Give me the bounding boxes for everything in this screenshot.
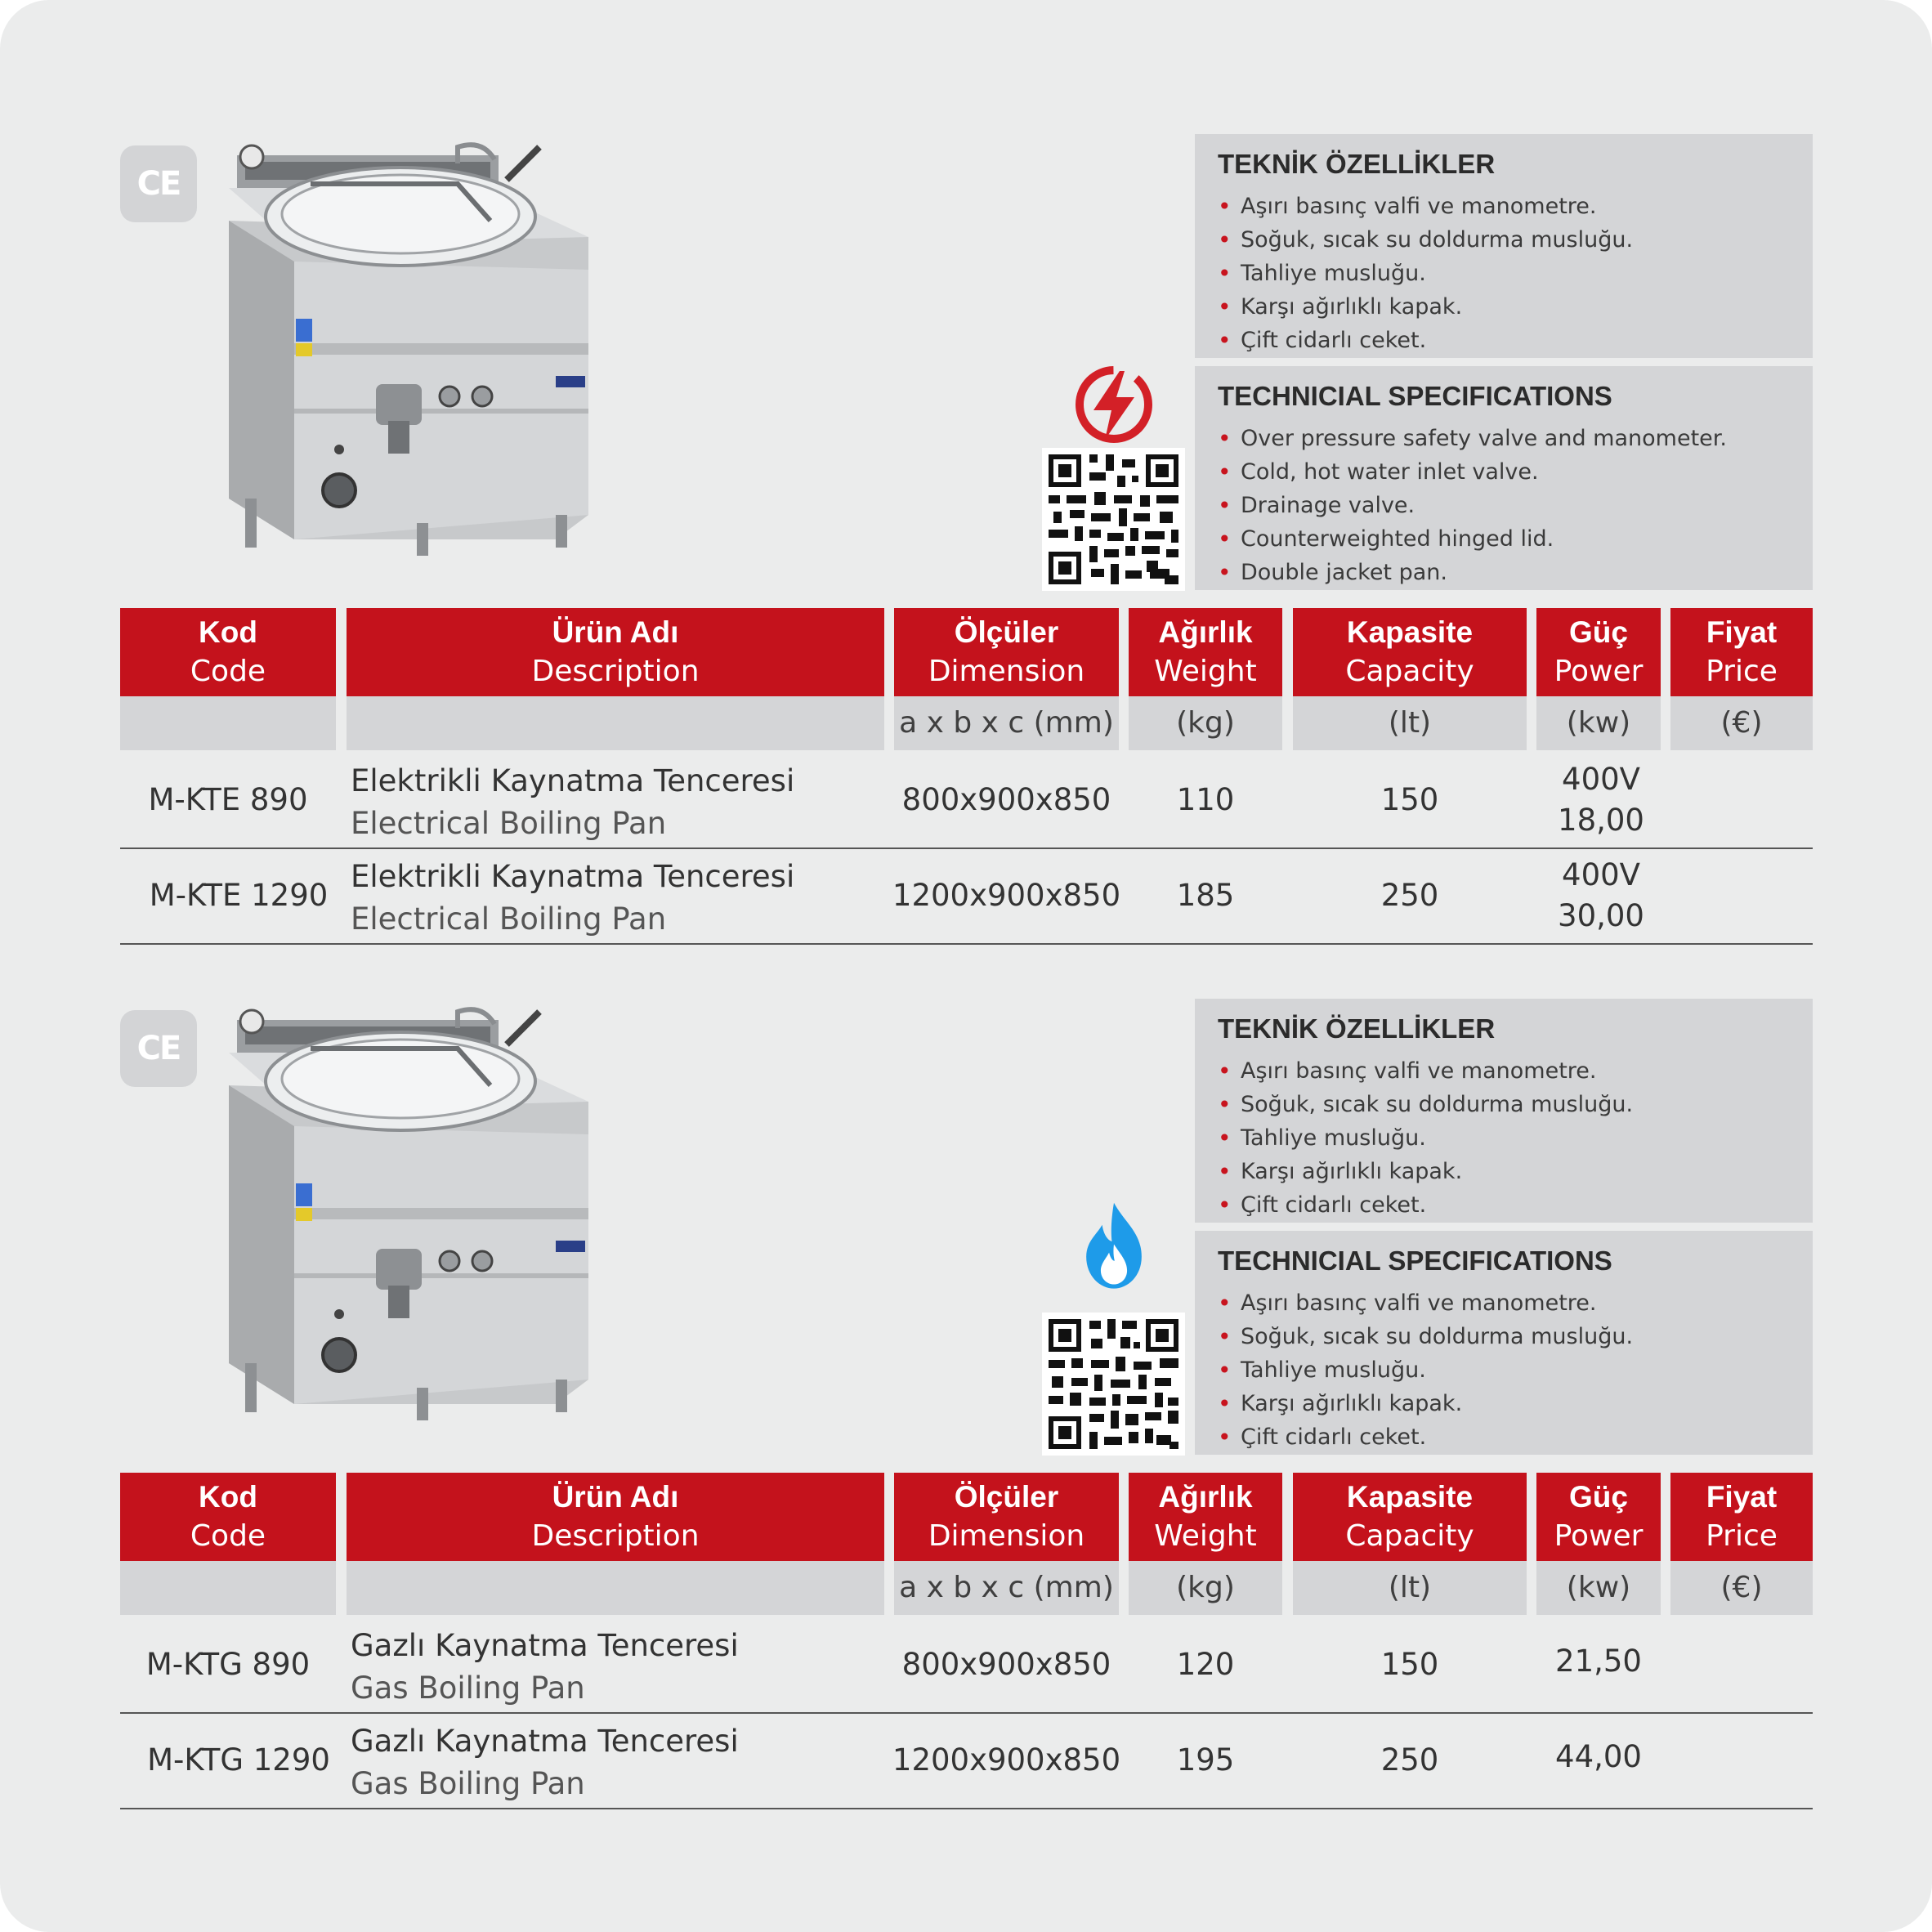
spec-item: • Cold, hot water inlet valve. <box>1218 458 1539 485</box>
lightning-bolt-icon <box>1069 360 1159 449</box>
cell-description <box>351 847 888 943</box>
unit-capacity: (lt) <box>1293 1561 1527 1615</box>
table-header <box>0 608 1932 750</box>
unit-price: (€) <box>1670 696 1813 750</box>
product-name-en: Gas Boiling Pan <box>351 1766 585 1801</box>
header-capacity: Kapasite Capacity <box>1293 1473 1527 1561</box>
unit-dimension: a x b x c (mm) <box>894 1561 1119 1615</box>
header-code: Kod Code <box>120 1473 336 1561</box>
cell-dimension: 800x900x850 <box>901 1647 1111 1682</box>
cell-description <box>351 752 888 847</box>
cell-code: M-KTG 1290 <box>147 1742 330 1778</box>
spec-item: • Karşı ağırlıklı kapak. <box>1218 1390 1463 1417</box>
spec-item: • Aşırı basınç valfi ve manometre. <box>1218 1058 1597 1085</box>
header-dimension: Ölçüler Dimension <box>894 1473 1119 1561</box>
spec-item: • Drainage valve. <box>1218 492 1415 519</box>
spec-item: • Over pressure safety valve and manometer. <box>1218 425 1727 452</box>
header-power: Güç Power <box>1536 1473 1661 1561</box>
spec-item: • Soğuk, sıcak su doldurma musluğu. <box>1218 1091 1634 1118</box>
spec-list <box>1218 1286 1633 1454</box>
spec-list <box>1218 1054 1633 1222</box>
spec-item: • Tahliye musluğu. <box>1218 1357 1426 1384</box>
spec-list <box>1218 190 1633 357</box>
cell-power <box>1536 1617 1661 1712</box>
spec-item: • Soğuk, sıcak su doldurma musluğu. <box>1218 226 1634 253</box>
spec-item: • Karşı ağırlıklı kapak. <box>1218 1158 1463 1185</box>
unit-weight: (kg) <box>1129 1561 1282 1615</box>
cell-dimension: 800x900x850 <box>901 782 1111 817</box>
product-name-en: Gas Boiling Pan <box>351 1670 585 1706</box>
gas-flame-icon <box>1069 1201 1159 1291</box>
header-description: Ürün Adı Description <box>347 1473 884 1561</box>
spec-list <box>1218 422 1727 589</box>
power-value: 30,00 <box>1558 897 1644 933</box>
product-section-electric <box>0 123 1932 964</box>
cell-description <box>351 1712 888 1808</box>
power-value: 21,50 <box>1555 1643 1642 1679</box>
header-weight: Ağırlık Weight <box>1129 608 1282 696</box>
cell-capacity: 150 <box>1380 1647 1439 1682</box>
table-row <box>120 1617 1813 1714</box>
product-name-en: Electrical Boiling Pan <box>351 901 667 937</box>
cell-price <box>1670 1712 1813 1808</box>
ce-mark-icon: CE <box>120 145 197 222</box>
cell-capacity: 150 <box>1380 782 1439 817</box>
cell-description <box>351 1617 888 1712</box>
cell-power <box>1536 847 1666 943</box>
cell-dimension: 1200x900x850 <box>892 1742 1121 1778</box>
header-weight: Ağırlık Weight <box>1129 1473 1282 1561</box>
header-code: Kod Code <box>120 608 336 696</box>
spec-item: • Aşırı basınç valfi ve manometre. <box>1218 193 1597 220</box>
qr-code-icon <box>1042 448 1185 591</box>
header-capacity: Kapasite Capacity <box>1293 608 1527 696</box>
spec-item: • Çift cidarlı ceket. <box>1218 1424 1427 1451</box>
cell-price <box>1670 1617 1813 1712</box>
cell-price <box>1670 847 1813 943</box>
table-row <box>120 1712 1813 1809</box>
product-section-gas <box>0 987 1932 1829</box>
table-header <box>0 1473 1932 1615</box>
power-value: 18,00 <box>1558 802 1644 838</box>
spec-item: • Soğuk, sıcak su doldurma musluğu. <box>1218 1323 1634 1350</box>
product-name-tr: Gazlı Kaynatma Tenceresi <box>351 1724 739 1759</box>
spec-title: TEKNİK ÖZELLİKLER <box>1218 1013 1496 1044</box>
unit-weight: (kg) <box>1129 696 1282 750</box>
table-row <box>120 752 1813 849</box>
product-name-en: Electrical Boiling Pan <box>351 806 667 841</box>
cell-code: M-KTE 890 <box>148 782 308 817</box>
spec-item: • Aşırı basınç valfi ve manometre. <box>1218 1290 1597 1317</box>
header-dimension: Ölçüler Dimension <box>894 608 1119 696</box>
table-row <box>120 847 1813 945</box>
spec-box-turkish <box>1195 134 1813 358</box>
cell-price <box>1670 752 1813 847</box>
cell-capacity: 250 <box>1380 878 1439 913</box>
cell-code: M-KTG 890 <box>145 1647 311 1682</box>
boiling-pan-image <box>212 1004 605 1429</box>
spec-box-english <box>1195 366 1813 590</box>
cell-weight: 195 <box>1176 1742 1235 1778</box>
unit-dimension: a x b x c (mm) <box>894 696 1119 750</box>
product-name-tr: Elektrikli Kaynatma Tenceresi <box>351 763 795 798</box>
spec-title: TECHNICIAL SPECIFICATIONS <box>1218 1246 1612 1276</box>
unit-description <box>347 696 884 750</box>
spec-title: TEKNİK ÖZELLİKLER <box>1218 149 1496 179</box>
unit-capacity: (lt) <box>1293 696 1527 750</box>
unit-code <box>120 1561 336 1615</box>
power-voltage: 400V <box>1562 856 1640 892</box>
header-price: Fiyat Price <box>1670 1473 1813 1561</box>
spec-item: • Çift cidarlı ceket. <box>1218 327 1427 354</box>
power-value: 44,00 <box>1555 1738 1642 1774</box>
unit-price: (€) <box>1670 1561 1813 1615</box>
spec-item: • Çift cidarlı ceket. <box>1218 1192 1427 1219</box>
ce-mark-icon: CE <box>120 1010 197 1087</box>
unit-power: (kw) <box>1536 1561 1661 1615</box>
product-name-tr: Gazlı Kaynatma Tenceresi <box>351 1628 739 1663</box>
spec-title: TECHNICIAL SPECIFICATIONS <box>1218 381 1612 411</box>
spec-item: • Tahliye musluğu. <box>1218 1125 1426 1152</box>
product-name-tr: Elektrikli Kaynatma Tenceresi <box>351 859 795 894</box>
unit-code <box>120 696 336 750</box>
header-power: Güç Power <box>1536 608 1661 696</box>
cell-capacity: 250 <box>1380 1742 1439 1778</box>
cell-power <box>1536 1712 1661 1808</box>
spec-item: • Tahliye musluğu. <box>1218 260 1426 287</box>
power-voltage: 400V <box>1562 761 1640 797</box>
cell-weight: 185 <box>1176 878 1235 913</box>
header-price: Fiyat Price <box>1670 608 1813 696</box>
qr-code-icon <box>1042 1313 1185 1456</box>
cell-dimension: 1200x900x850 <box>892 878 1121 913</box>
spec-item: • Karşı ağırlıklı kapak. <box>1218 293 1463 320</box>
cell-power <box>1536 752 1666 847</box>
spec-item: • Double jacket pan. <box>1218 559 1447 586</box>
cell-weight: 120 <box>1176 1647 1235 1682</box>
unit-description <box>347 1561 884 1615</box>
unit-power: (kw) <box>1536 696 1661 750</box>
cell-weight: 110 <box>1176 782 1235 817</box>
spec-box-english <box>1195 1231 1813 1455</box>
header-description: Ürün Adı Description <box>347 608 884 696</box>
spec-box-turkish <box>1195 999 1813 1223</box>
boiling-pan-image <box>212 139 605 564</box>
cell-code: M-KTE 1290 <box>149 878 329 913</box>
spec-item: • Counterweighted hinged lid. <box>1218 525 1554 552</box>
